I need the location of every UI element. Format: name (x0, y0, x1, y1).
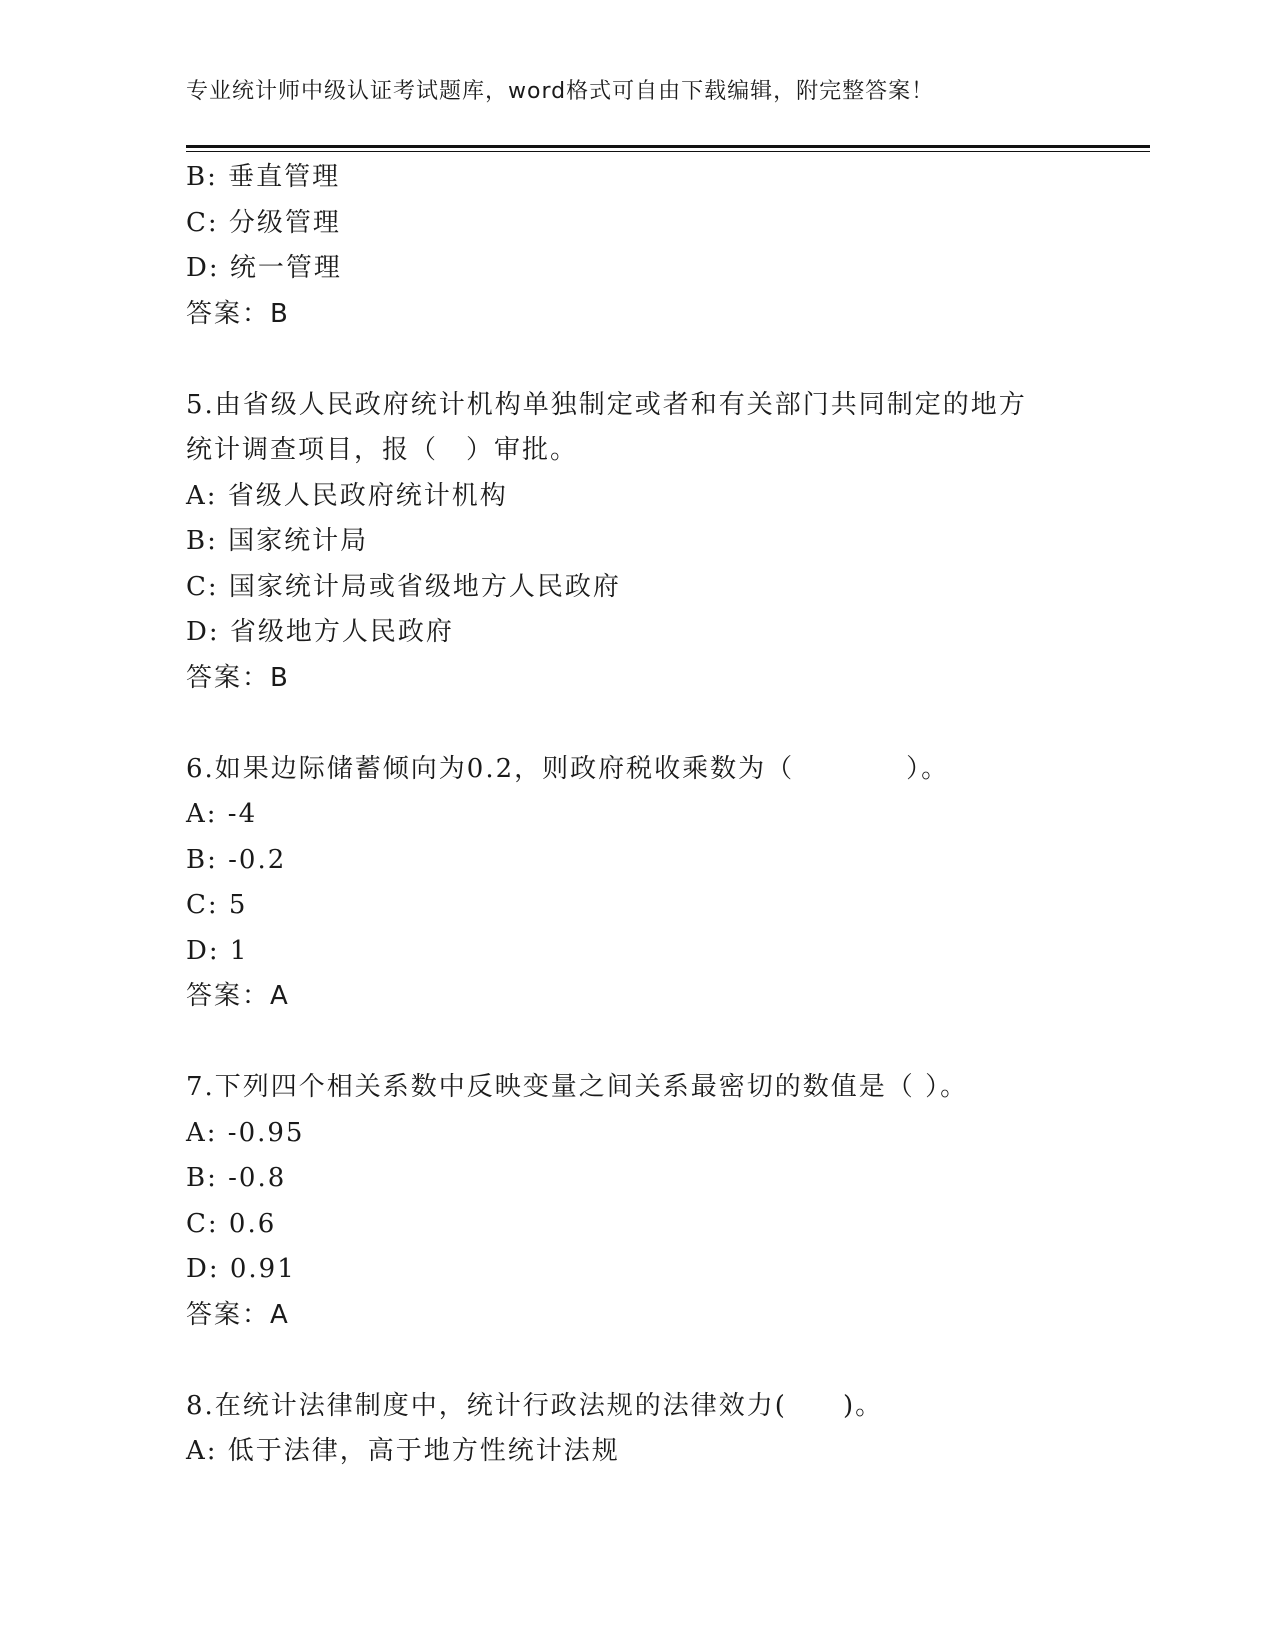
option-b: B: 国家统计局 (186, 526, 369, 556)
question-5 (186, 383, 1150, 702)
spacer (186, 1020, 1150, 1066)
option-c: C: 0.6 (186, 1208, 277, 1239)
option-d: D: 0.91 (186, 1254, 296, 1284)
option-b: B: -0.2 (186, 844, 287, 875)
question-stem: 8.在统计法律制度中，统计行政法规的法律效力( )。 (186, 1390, 884, 1421)
answer-line: 答案：A (186, 1299, 290, 1330)
header-divider-thick (186, 145, 1150, 148)
option-b: B: 垂直管理 (186, 162, 341, 192)
question-stem: 7.下列四个相关系数中反映变量之间关系最密切的数值是（ ）。 (186, 1072, 969, 1102)
spacer (186, 1338, 1150, 1384)
option-d: D: 统一管理 (186, 253, 342, 283)
option-c: C: 国家统计局或省级地方人民政府 (186, 571, 621, 602)
spacer (186, 337, 1150, 383)
answer-line: 答案：B (186, 298, 290, 329)
page-header-title: 专业统计师中级认证考试题库，word格式可自由下载编辑，附完整答案！ (186, 79, 935, 104)
answer-line: 答案：A (186, 981, 290, 1011)
question-7 (186, 1065, 1150, 1338)
question-8 (186, 1384, 1150, 1475)
option-a: A: 省级人民政府统计机构 (186, 480, 508, 511)
answer-line: 答案：B (186, 662, 290, 693)
option-d: D: 1 (186, 935, 249, 966)
option-a: A: 低于法律，高于地方性统计法规 (186, 1436, 620, 1466)
question-4-tail (186, 155, 1150, 337)
option-c: C: 分级管理 (186, 207, 341, 238)
question-stem: 5.由省级人民政府统计机构单独制定或者和有关部门共同制定的地方 (186, 389, 1027, 420)
option-b: B: -0.8 (186, 1163, 287, 1193)
option-c: C: 5 (186, 890, 248, 920)
question-6 (186, 747, 1150, 1020)
question-stem-continued: 统计调查项目，报（ ）审批。 (186, 435, 579, 465)
option-a: A: -4 (186, 799, 258, 829)
option-a: A: -0.95 (186, 1117, 305, 1148)
header-divider-thin (186, 151, 1150, 152)
spacer (186, 701, 1150, 747)
option-d: D: 省级地方人民政府 (186, 617, 454, 647)
document-body (186, 155, 1150, 1475)
question-stem: 6.如果边际储蓄倾向为0.2，则政府税收乘数为（ ）。 (186, 753, 950, 784)
